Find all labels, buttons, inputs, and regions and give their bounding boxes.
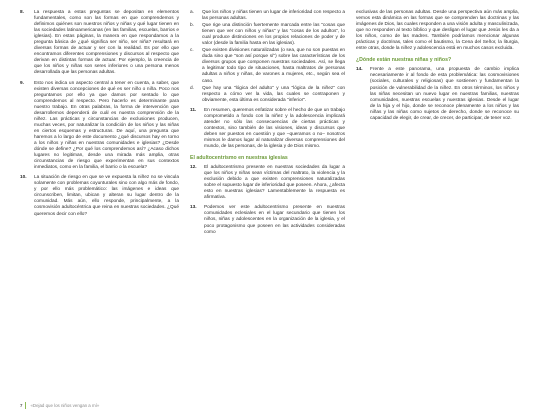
column-right <box>356 10 519 126</box>
list-text: Que hay una "lógica del adulto" y una "lógica de la niñez" con respecto a cómo ver la vida, las cuales se contraponen y obviamente, esta última es considerada "inferior". <box>202 85 345 103</box>
paragraph-number: 10. <box>20 175 27 181</box>
paragraph-12 <box>190 165 345 201</box>
paragraph-text: La respuesta a estas preguntas se depositan en elementos fundamentales, como son las formas en que comprendemos y definimos quiénes son nuestros niños y niñas y qué lugar tienen en las sociedades latinoamericanas (en las familias, escuelas, barrios e iglesias). En estas páginas, la manera en que respondamos a la pregunta básica de ¿qué significa ser niño, ser niña? resultará en diversas formas de actuar y ser con la realidad. Es por ello que encontramos diferentes comprensiones y discursos al respecto que derivan en distintas formas de actuar. Por ejemplo, la creencia de que los niños y niñas son seres inferiores o una persona menos desarrollada que las personas adultas. <box>34 10 179 76</box>
paragraph-number: 11. <box>190 107 197 113</box>
list-item <box>190 23 345 47</box>
footer-title: «Dejad que los niños vengan a mí» <box>30 403 100 408</box>
paragraph-text: Esto nos indica un aspecto central a tener en cuenta, a saber, que existen diversas concepciones de qué es ser niño o niña. Poco nos preguntamos por ello ya que damos por sentado lo que comprendemos al respecto. Pero hacerlo es determinante para nuestro trabajo. En otras palabras, la forma de intervención que desarrollemos dependerá de cuál es nuestra comprensión de la niñez. Las prácticas y circunstancias de exclusiones producen, muchas veces, por naturalizar la condición de los niños y las niñas en ciertos esquemas y estructuras. De aquí, una pregunta que haremos a lo largo de este documento ¿qué discursos hay en torno a los niños y niñas en nuestras comunidades e iglesias? ¿Desde dónde se define? ¿Por qué los comprendemos así? ¿Acaso dichos lugares no legitiman, desde una mirada más amplia, otras circunstancias de riesgo que experimentan en sus contextos inmediatos, como en la familia, el barrio o la escuela? <box>34 80 179 171</box>
column-left <box>20 10 179 222</box>
page-number: 7 <box>20 403 23 408</box>
paragraph-number: 13. <box>190 205 197 211</box>
paragraph-text: Podemos ver este adultocentrismo presente en nuestras comunidades eclesiales en el lugar secundario que tienen los niños, niñas y adolescentes en la organización de la iglesia, y el poco protagonismo que poseen en las actividades consideradas como <box>204 205 345 235</box>
paragraph-number: 8. <box>20 10 24 15</box>
list-letter: b. <box>190 23 194 29</box>
list-text: Que rige una distinción fuertemente marcada entre las "cosas que tienen que ver con niños y niñas" y las "cosas de los adultos", lo cual produce distinciones en los propios relaciones de poder y de valor (desde la familia hasta en las iglesias). <box>202 23 345 47</box>
paragraph-number: 9. <box>20 80 24 86</box>
lettered-list <box>190 10 345 104</box>
list-letter: d. <box>190 85 194 91</box>
section-heading: El adultocentrismo en nuestras iglesias <box>190 155 288 162</box>
page-footer <box>20 402 99 409</box>
paragraph-13-continued: exclusivas de las personas adultas. Desde una perspectiva aún más amplia, vemos esta dinámica en las formas que se comprenden las doctrinas y las imágenes de Dios, las cuales responden a una visión adulta y masculinizada, que no responden al texto bíblico y que desligan el lugar que Jesús les da a los niños, como de las madres. También podríamos mencionar algunas prácticas y doctrinas, tales como el bautismo, la Cena del Señor, la liturgia, entre otras, donde la niñez y adolescencia está en muchos casos excluida. <box>356 10 519 52</box>
list-letter: a. <box>190 10 194 15</box>
list-item <box>190 86 345 104</box>
column-middle <box>190 10 345 240</box>
footer-divider <box>25 402 26 409</box>
paragraph-8 <box>20 10 179 77</box>
paragraph-number: 12. <box>190 165 197 171</box>
paragraph-text: En resumen, queremos enfatizar sobre el hecho de que un trabajo comprometido a fondo con la niñez y la adolescencia implicará atender no sólo las consecuencias de ciertas prácticas y contextos, sino también de las visiones, ideas y discursos que deben ser puestos en cuestión y que –queramos o no– nosotros mismos le damos lugar al naturalizar diversas comprensiones del mundo, de las personas, de la iglesia y de Dios mismo. <box>204 107 345 149</box>
paragraph-text: El adultocentrismo presente en nuestras sociedades da lugar a que los niños y niñas sean víctimas del maltrato, la violencia y la exclusión debido a que existen comprensiones naturalizadas sobre el supuesto lugar de inferioridad que poseen. Ahora, ¿afecta esto en nuestras iglesias? Lamentablemente la respuesta es afirmativa. <box>204 165 345 201</box>
paragraph-text: La situación de riesgo en que se ve expuesta la niñez no se vincula solamente con problemas coyunturales sino con algo más de fondo, y por ello más problemático: las imágenes e ideas que circunscriben, limitan, ubican y alteran su lugar dentro de la comunidad. Más aún, ello responde, principalmente, a la cosmovisión adultocéntrica que reina en nuestras sociedades. ¿Qué queremos decir con ello? <box>34 175 179 217</box>
list-text: Que existen divisiones naturalizadas (o sea, que no son puestas en duda sino que "son así porque sí") sobre las características de los diversos grupos que componen nuestras sociedades. Así, se llega a legitimar todo tipo de situaciones, hasta maltratos de personas adultas a niños y niñas, de varones a mujeres, etc., según sea el caso. <box>202 48 345 84</box>
list-item <box>190 10 345 22</box>
list-text: Que los niños y niñas tienen un lugar de inferioridad con respecto a las personas adultas. <box>202 10 345 22</box>
paragraph-14 <box>356 67 519 121</box>
list-letter: c. <box>190 48 194 54</box>
paragraph-number: 14. <box>356 67 363 73</box>
list-item <box>190 48 345 84</box>
paragraph-13 <box>190 205 345 235</box>
paragraph-text: Frente a este panorama, una propuesta de cambio implica necesariamente ir al fondo de esta problemática: las cosmovisiones (sociales, culturales y religiosas) que sostienen y fundamentan la posición de vulnerabilidad de la niñez. En otros términos, los niños y las niñas necesitan un nuevo lugar en nuestras familias, nuestras comunidades, nuestras escuelas y nuestras iglesias. Desde el lugar de la hija y el hijo, donde se reconoce plenamente a los niños y las niñas y las niñas como sujetos de derecho, donde se reconoce su capacidad de elegir, de crear, de crecer, de participar, de tener voz. <box>370 67 519 121</box>
section-heading: ¿Dónde están nuestras niñas y niños? <box>356 57 452 64</box>
paragraph-11 <box>190 108 345 150</box>
paragraph-10 <box>20 175 179 217</box>
paragraph-9 <box>20 81 179 172</box>
